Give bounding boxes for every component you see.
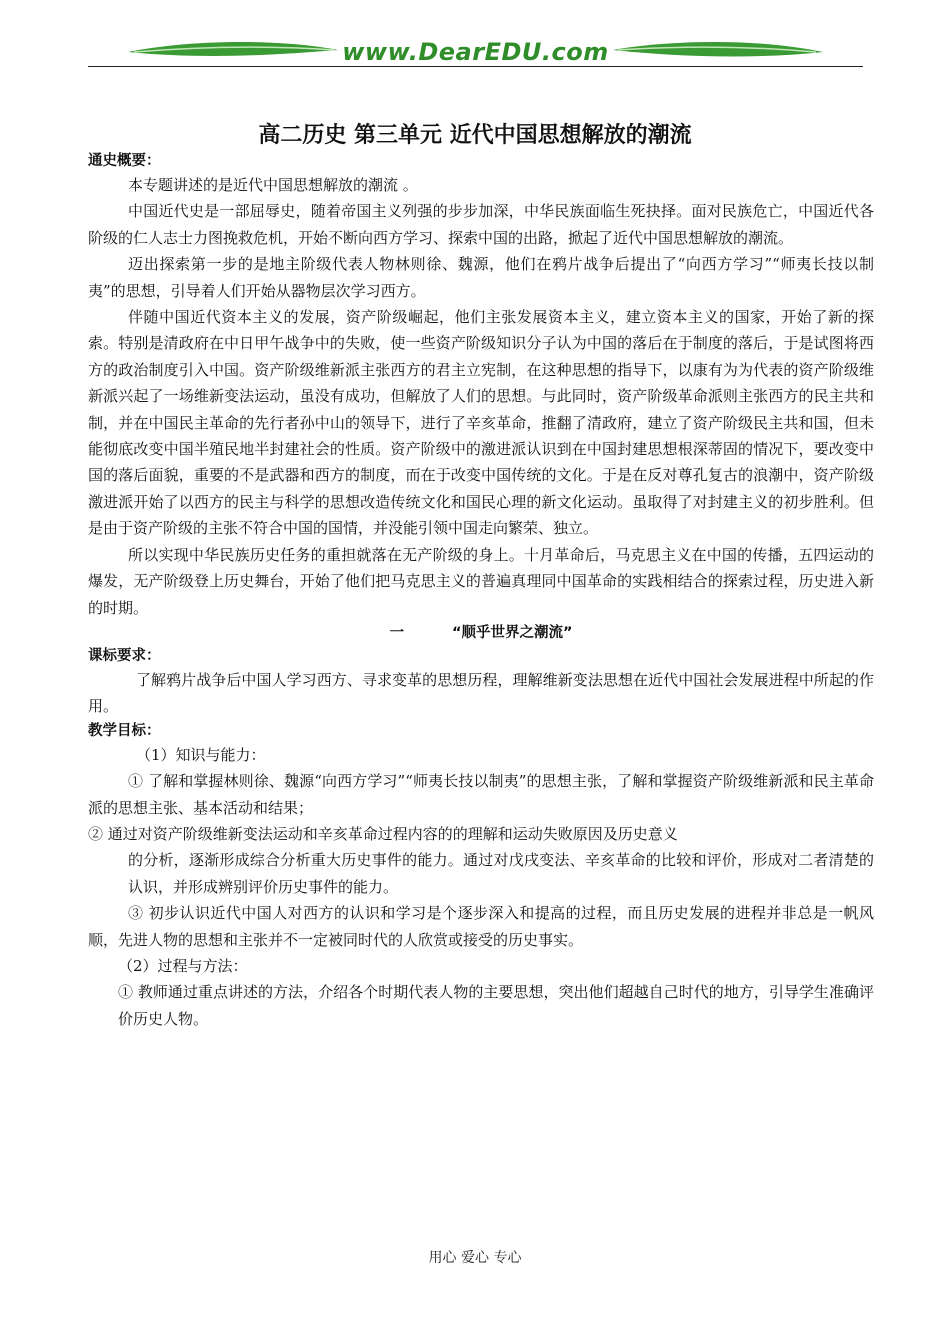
- document-body: [88, 150, 874, 1032]
- page-title: 高二历史 第三单元 近代中国思想解放的潮流: [258, 123, 692, 148]
- overview-paragraph-2: 中国近代史是一部屈辱史，随着帝国主义列强的步步加深，中华民族面临生死抉择。面对民族危亡，中国近代各阶级的仁人志士力图挽救危机，开始不断向西方学习、探索中国的出路，掀起了近代中国思想解放的潮流。: [88, 202, 874, 247]
- process-item-1: ① 教师通过重点讲述的方法，介绍各个时期代表人物的主要思想，突出他们超越自己时代的地方，引导学生准确评价历史人物。: [118, 983, 874, 1028]
- site-banner: [88, 34, 863, 70]
- overview-paragraph-5: 所以实现中华民族历史任务的重担就落在无产阶级的身上。十月革命后，马克思主义在中国的传播，五四运动的爆发，无产阶级登上历史舞台，开始了他们把马克思主义的普遍真理同中国革命的实践相结合的探索过程，历史进入新的时期。: [88, 545, 874, 617]
- site-logo-text: www.DearEDU.com: [342, 38, 609, 66]
- process-heading: （2）过程与方法：: [118, 956, 248, 975]
- curriculum-paragraph: 了解鸦片战争后中国人学习西方、寻求变革的思想历程，理解维新变法思想在近代中国社会发展进程中所起的作用。: [88, 670, 874, 716]
- knowledge-item-2-line: ② 通过对资产阶级维新变法运动和辛亥革命过程内容的的理解和运动失败原因及历史意义: [88, 824, 678, 843]
- overview-paragraph-1: 本专题讲述的是近代中国思想解放的潮流 。: [128, 176, 418, 194]
- overview-paragraph-3: 迈出探索第一步的是地主阶级代表人物林则徐、魏源，他们在鸦片战争后提出了“向西方学习”“师夷长技以制夷”的思想，引导着人们开始从器物层次学习西方。: [88, 255, 874, 300]
- overview-heading: 通史概要：: [88, 153, 161, 169]
- knowledge-item-3: ③ 初步认识近代中国人对西方的认识和学习是个逐步深入和提高的过程，而且历史发展的进程并非总是一帆风顺，先进人物的思想和主张并不一定被同时代的人欣赏或接受的历史事实。: [88, 904, 874, 949]
- page-footer: 用心 爱心 专心: [428, 1250, 522, 1266]
- section-heading: [88, 621, 874, 645]
- overview-paragraph-4: 伴随中国近代资本主义的发展，资产阶级崛起，他们主张发展资本主义，建立资本主义的国家，开始了新的探索。特别是清政府在中日甲午战争中的失败，使一些资产阶级知识分子认为中国的落后在于制度的落后，于是试图将西方的政治制度引入中国。资产阶级维新派主张西方的君主立宪制，在这种思想的指导下，以康有为为代表的资产阶级维新派兴起了一场维新变法运动，虽没有成功，但解放了人们的思想。与此同时，资产阶级革命派则主张西方的民主共和制，并在中国民主革命的先行者孙中山的领导下，进行了辛亥革命，推翻了清政府，建立了资产阶级民主共和国，但未能彻底改变中国半殖民地半封建社会的性质。资产阶级中的激进派认识到在中国封建思想根深蒂固的情况下，要改变中国的落后面貌，重要的不是武器和西方的制度，而在于改变中国传统的文化。于是在反对尊孔复古的浪潮中，资产阶级激进派开始了以西方的民主与科学的思想改造传统文化和国民心理的新文化运动。虽取得了对封建主义的初步胜利。但是由于资产阶级的主张不符合中国的国情，并没能引领中国走向繁荣、独立。: [88, 308, 874, 538]
- curriculum-heading: 课标要求：: [88, 647, 161, 664]
- section-title: “顺乎世界之潮流”: [451, 624, 573, 641]
- header-rule: [88, 66, 863, 67]
- knowledge-item-2-continued: 的分析，逐渐形成综合分析重大历史事件的能力。通过对戊戌变法、辛亥革命的比较和评价，形成对二者清楚的认识，并形成辨别评价历史事件的能力。: [128, 851, 874, 896]
- knowledge-item-1: ① 了解和掌握林则徐、魏源“向西方学习”“师夷长技以制夷”的思想主张，了解和掌握资产阶级维新派和民主革命派的思想主张、基本活动和结果；: [88, 772, 874, 817]
- knowledge-heading: （1）知识与能力：: [136, 745, 266, 764]
- section-number: 一: [389, 624, 404, 641]
- goals-heading: 教学目标：: [88, 722, 161, 739]
